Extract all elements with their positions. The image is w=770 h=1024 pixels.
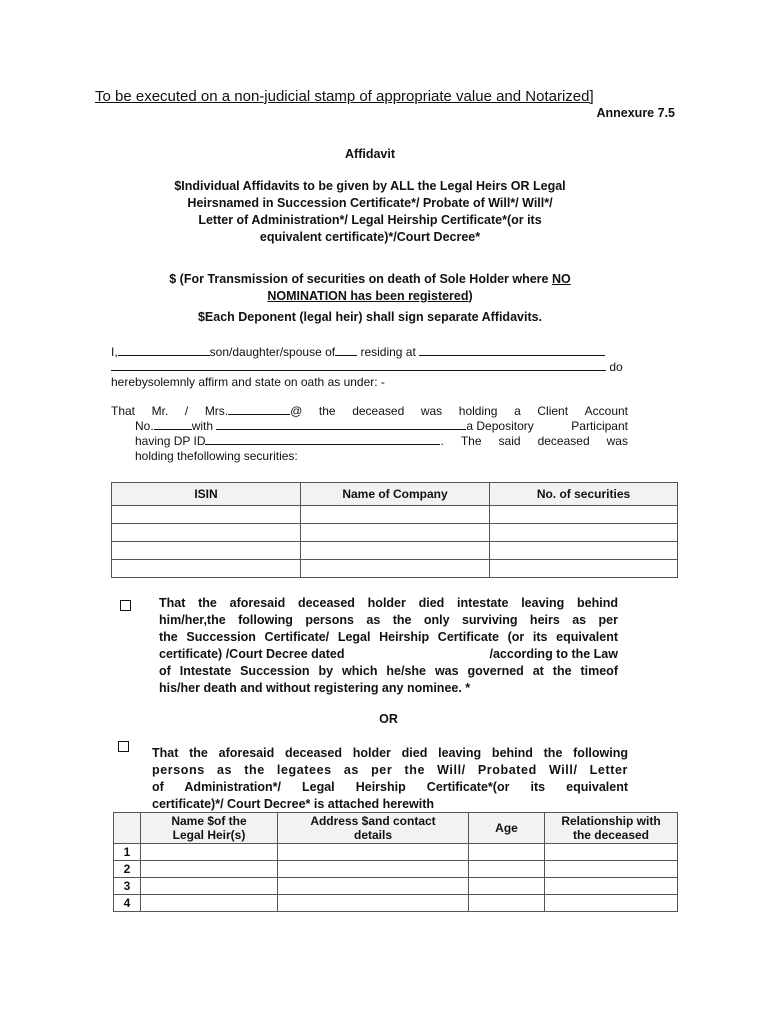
count-cell[interactable] [490,542,678,560]
account-number-blank[interactable] [154,429,192,430]
relationship-cell[interactable] [545,844,678,861]
individual-affidavit-instructions: $Individual Affidavits to be given by ALL the Legal Heirs OR Legal Heirsnamed in Succession Certificate*/ Probate of Will*/ Will*/ Letter of Administration*/ Legal Heirship Certificate*(or its equivalent certificate)*/Court Decree* [174,179,566,244]
row-number: 2 [114,861,141,878]
table-row [114,895,678,912]
address-cell[interactable] [278,861,469,878]
age-header: Age [469,813,545,844]
declaration-line-1: I, son/daughter/spouse of residing at [111,345,631,361]
affirm-statement: herebysolemnly affirm and state on oath as under: - [111,375,385,389]
heir-name-header: Name $of the Legal Heir(s) [141,813,278,844]
annexure-label: Annexure 7.5 [596,106,675,120]
deponent-note: $Each Deponent (legal heir) shall sign separate Affidavits. [197,310,543,324]
name-blank[interactable] [118,355,210,356]
securities-table [111,482,678,578]
relationship-cell[interactable] [545,861,678,878]
heir-name-cell[interactable] [141,861,278,878]
table-row [112,560,678,578]
isin-cell[interactable] [112,524,301,542]
address-cell[interactable] [278,895,469,912]
company-cell[interactable] [301,524,490,542]
relationship-header: Relationship with the deceased [545,813,678,844]
company-header: Name of Company [301,483,490,506]
isin-cell[interactable] [112,542,301,560]
address-blank-1[interactable] [419,355,605,356]
heir-name-cell[interactable] [141,844,278,861]
deceased-line-3: having DP ID . The said deceased was [135,434,628,448]
count-cell[interactable] [490,560,678,578]
row-number: 4 [114,895,141,912]
count-cell[interactable] [490,506,678,524]
table-row [112,524,678,542]
address-cell[interactable] [278,878,469,895]
securities-count-header: No. of securities [490,483,678,506]
table-row [114,878,678,895]
dp-id-blank[interactable] [205,444,440,445]
or-separator: OR [379,712,398,726]
age-cell[interactable] [469,895,545,912]
legal-heirs-table [113,812,678,912]
age-cell[interactable] [469,861,545,878]
address-blank-2[interactable] [111,370,606,371]
deceased-line-2: No. with a Depository Participant [135,419,628,433]
page-title: Affidavit [345,147,395,161]
relationship-cell[interactable] [545,878,678,895]
isin-cell[interactable] [112,560,301,578]
isin-cell[interactable] [112,506,301,524]
transmission-note: $ (For Transmission of securities on death of Sole Holder where NO NOMINATION has been registered) [169,272,571,303]
deceased-name-blank[interactable] [228,414,290,415]
age-cell[interactable] [469,878,545,895]
count-cell[interactable] [490,524,678,542]
relation-blank[interactable] [335,355,357,356]
table-row [114,844,678,861]
legatees-statement: That the aforesaid deceased holder died leaving behind the following persons as the legatees as per the Will/ Probated Will/ Letter of Administration*/ Legal Heirship Certificate*(or its equivalent certificate)*/ Court Decree* is attached herewith [152,746,628,811]
heir-name-cell[interactable] [141,895,278,912]
heir-name-cell[interactable] [141,878,278,895]
address-cell[interactable] [278,844,469,861]
intestate-checkbox[interactable] [120,600,131,611]
row-number: 1 [114,844,141,861]
company-cell[interactable] [301,560,490,578]
legatees-checkbox[interactable] [118,741,129,752]
isin-header: ISIN [112,483,301,506]
relationship-cell[interactable] [545,895,678,912]
declaration-line-2: do [111,360,631,376]
stamp-note: To be executed on a non-judicial stamp of appropriate value and Notarized] [95,88,594,105]
company-cell[interactable] [301,506,490,524]
intestate-statement: That the aforesaid deceased holder died intestate leaving behind him/her,the following persons as the only surviving heirs as per the Succession Certificate/ Legal Heirship Certificate (or its equivalent certificate) /Court Decree dated /according to the Law of Intestate Succession by which he/she was governed at the timeof his/her death and without registering any nominee. * [159,596,618,695]
table-row [112,542,678,560]
address-header: Address $and contact details [278,813,469,844]
table-row [112,506,678,524]
deceased-line-1: That Mr. / Mrs. @ the deceased was holding a Client Account [111,404,628,418]
table-row [114,861,678,878]
participant-blank[interactable] [216,429,466,430]
company-cell[interactable] [301,542,490,560]
age-cell[interactable] [469,844,545,861]
deceased-line-4: holding thefollowing securities: [135,449,298,463]
row-number: 3 [114,878,141,895]
